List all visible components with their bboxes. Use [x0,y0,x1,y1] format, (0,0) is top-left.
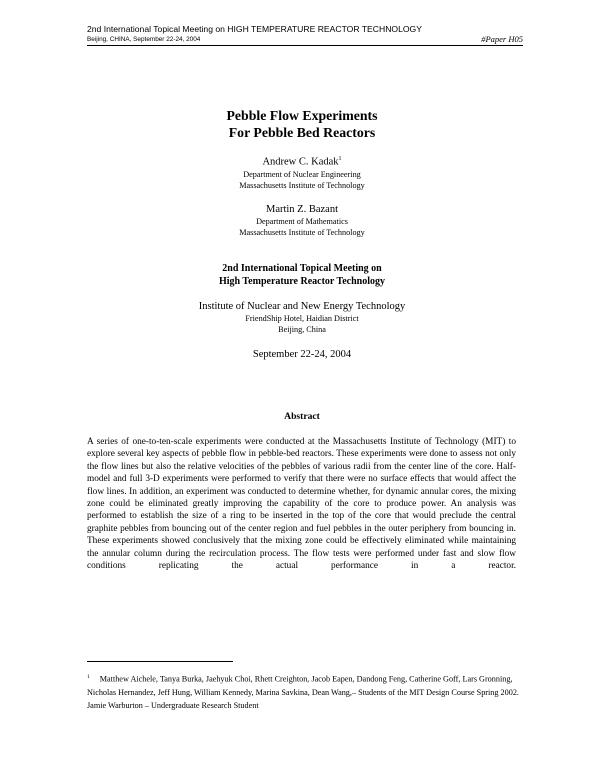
title-line-1: Pebble Flow Experiments [226,108,378,123]
footnote-divider [87,661,233,662]
author-institution-2: Massachusetts Institute of Technology [239,228,365,237]
meeting-name [87,262,517,288]
abstract-heading: Abstract [284,411,320,422]
header-paper-id: #Paper H05 [481,34,523,44]
abstract-text: A series of one-to-ten-scale experiments were conducted at the Massachusetts Institute of Technology (MIT) to explore several key aspects of pebble flow in pebble-bed reactors. These experiments were done to assess not only the flow lines but also the relative velocities of the pebbles of various radii from the center line of the core. Half-model and full 3-D experiments were performed to verify that there were no surface effects that would affect the flow lines. In addition, an experiment was conducted to determine whether, for dynamic annular cores, the mixing zone could be eliminated greatly improving the capability of the core to produce power. An analysis was performed to establish the size of a ring to be inserted in the top of the core that would preclude the central graphite pebbles from bouncing out of the center region and fuel pebbles in the outer periphery from bouncing in. These experiments showed conclusively that the mixing zone could be effectively eliminated while maintaining the annular column during the recirculation process. The flow tests were performed under fast and slow flow conditions replicating the actual performance in a reactor. [87,437,516,572]
running-header [87,24,422,45]
footnote [87,671,519,712]
host-city: Beijing, China [278,325,326,334]
host-institute: Institute of Nuclear and New Energy Technology [198,301,406,312]
title-line-2: For Pebble Bed Reactors [228,125,376,140]
author-block-2 [87,203,517,238]
header-conference: 2nd International Topical Meeting on HIGH TEMPERATURE REACTOR TECHNOLOGY [87,24,422,34]
header-location-date: Beijing, CHINA, September 22-24, 2004 [87,36,201,43]
host-block [87,300,517,335]
author-department-1: Department of Nuclear Engineering [243,169,361,179]
paper-title [87,107,517,141]
author-block-1 [87,153,517,191]
author-name-1: Andrew C. Kadak$^1$ [262,156,342,168]
author-institution-1: Massachusetts Institute of Technology [239,180,365,190]
header-divider [87,45,523,46]
author-name-2: Martin Z. Bazant [265,204,339,215]
meeting-date: September 22-24, 2004 [252,349,352,360]
meeting-line-2: High Temperature Reactor Technology [218,276,386,287]
author-department-2: Department of Mathematics [256,217,348,226]
footnote-mark: 1 [87,674,90,680]
meeting-line-1: 2nd International Topical Meeting on [222,263,382,274]
footnote-marker: 1 [338,156,342,162]
host-hotel: FriendShip Hotel, Haidian District [245,314,359,323]
footnote-text: Matthew Aichele, Tanya Burka, Jaehyuk Choi, Rhett Creighton, Jacob Eapen, Dandong Feng, Catherine Goff, Lars Gronning, Nicholas Hernandez, Jeff Hung, William Kennedy, Marina Savkina, Dean Wang,– Students of the MIT Design Course Spring 2002. Jamie Warburton – Undergraduate Research Student [87,674,519,711]
